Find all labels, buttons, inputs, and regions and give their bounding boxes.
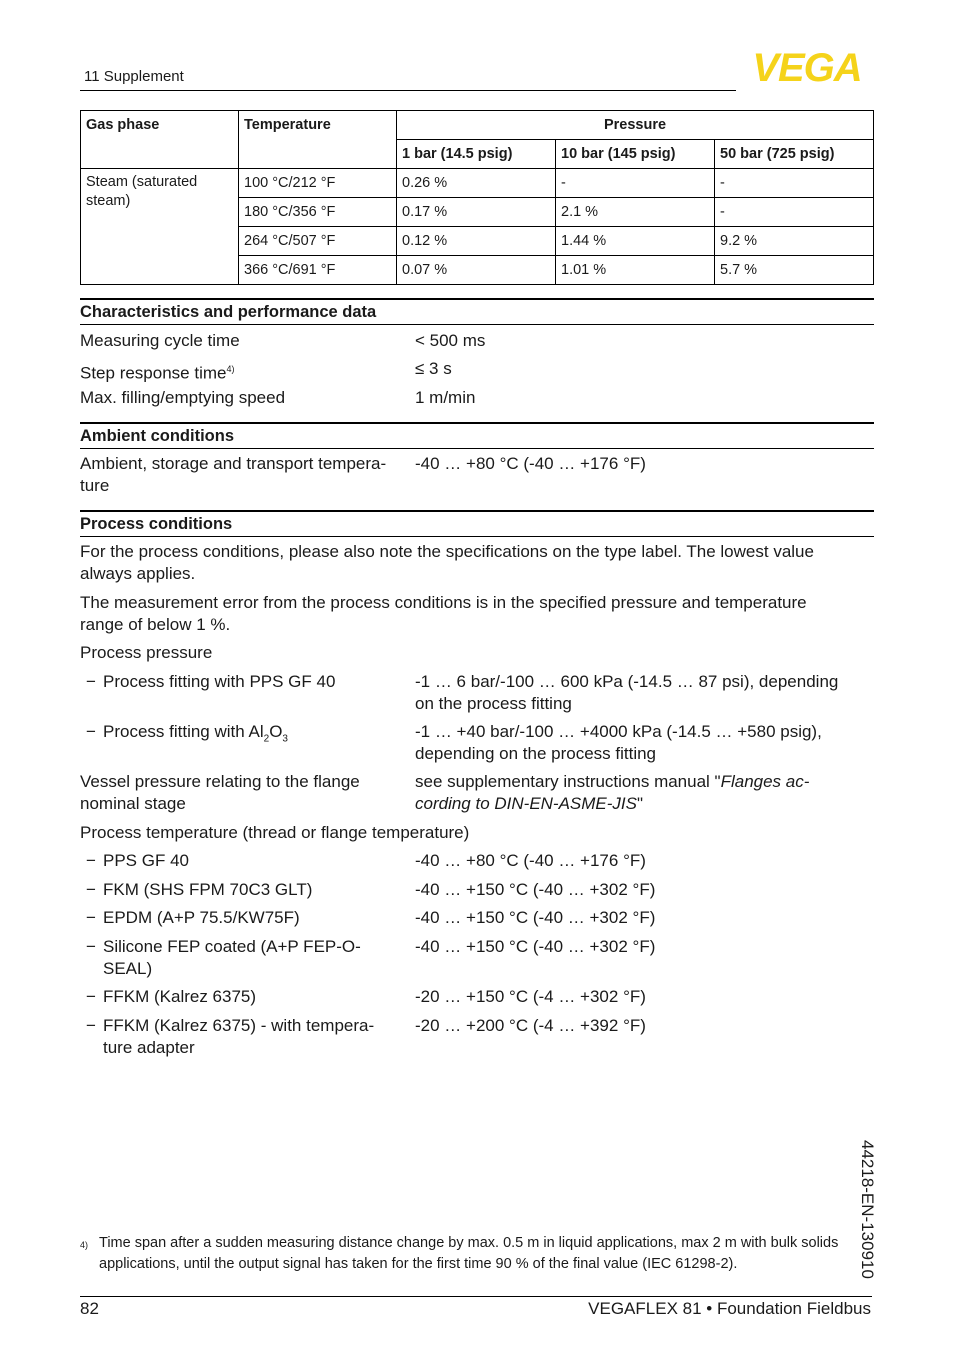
- para1-line1: For the process conditions, please also note the specifications on the type label. The lowest value: [80, 542, 814, 561]
- speed-label: Max. filling/emptying speed: [80, 388, 286, 407]
- p10-cell: 2.1 %: [556, 198, 715, 227]
- p50-cell: -: [715, 198, 874, 227]
- al-value-l1: -1 … +40 bar/-100 … +4000 kPa (-14.5 … +580 psig),: [415, 722, 822, 741]
- dash: −: [86, 672, 96, 691]
- temperature-heading: Process temperature (thread or flange temperature): [80, 823, 470, 842]
- temp-item-value: -40 … +80 °C (-40 … +176 °F): [415, 851, 646, 870]
- al-sub-3: 3: [282, 733, 288, 745]
- characteristics-heading: Characteristics and performance data: [80, 298, 874, 325]
- temp-item-text: FKM (SHS FPM 70C3 GLT): [103, 880, 313, 899]
- temp-item-label: [86, 1015, 423, 1059]
- temp-item-text: FFKM (Kalrez 6375) - with tempera-: [103, 1016, 375, 1035]
- p50-cell: 5.7 %: [715, 256, 874, 285]
- dash: −: [86, 908, 96, 927]
- p1-cell: 0.17 %: [397, 198, 556, 227]
- dash: −: [86, 1016, 96, 1035]
- vessel-value-pre: see supplementary instructions manual ": [415, 772, 721, 791]
- th-p1: 1 bar (14.5 psig): [397, 140, 556, 169]
- section-title: 11 Supplement: [84, 68, 184, 85]
- p1-cell: 0.26 %: [397, 169, 556, 198]
- temp-cell: 100 °C/212 °F: [239, 169, 397, 198]
- ambient-label-l2: ture: [80, 476, 110, 495]
- temp-item-label: [86, 850, 423, 872]
- para1-line2: always applies.: [80, 564, 196, 583]
- para2-line1: The measurement error from the process conditions is in the specified pressure and temperature: [80, 593, 807, 612]
- th-temperature: Temperature: [239, 111, 397, 169]
- dash: −: [86, 987, 96, 1006]
- temp-cell: 366 °C/691 °F: [239, 256, 397, 285]
- page-number: 82: [80, 1299, 99, 1318]
- ambient-value: -40 … +80 °C (-40 … +176 °F): [415, 454, 646, 473]
- cycle-value: < 500 ms: [415, 331, 486, 350]
- process-para-1: [80, 541, 880, 585]
- p1-cell: 0.07 %: [397, 256, 556, 285]
- dash: −: [86, 722, 96, 741]
- footnote-text: Time span after a sudden measuring distance change by max. 0.5 m in liquid applications, max 2 m with bulk solids applications, until the output signal has taken for the first time 90 % of the final value (IEC 61298-2).: [99, 1235, 839, 1272]
- step-value: ≤ 3 s: [415, 359, 452, 378]
- temp-item-value: -40 … +150 °C (-40 … +302 °F): [415, 937, 656, 956]
- gas-cell: Steam (saturated steam): [81, 169, 239, 285]
- ambient-heading: Ambient conditions: [80, 422, 874, 449]
- th-p50: 50 bar (725 psig): [715, 140, 874, 169]
- product-name: VEGAFLEX 81 • Foundation Fieldbus: [588, 1299, 871, 1318]
- step-label: [80, 358, 410, 385]
- vega-logo: [741, 48, 873, 84]
- temp-item-value: -40 … +150 °C (-40 … +302 °F): [415, 908, 656, 927]
- p50-cell: -: [715, 169, 874, 198]
- logo-text: VEGA: [752, 48, 862, 84]
- th-pressure: Pressure: [397, 111, 874, 140]
- para2-line2: range of below 1 %.: [80, 615, 231, 634]
- temp-item-text: PPS GF 40: [103, 851, 189, 870]
- footnote-ref: 4): [226, 364, 235, 374]
- temp-item-text: FFKM (Kalrez 6375): [103, 987, 257, 1006]
- al-o: O: [269, 722, 283, 741]
- pps-label-text: Process fitting with PPS GF 40: [103, 672, 336, 691]
- temp-item-label: [86, 879, 423, 901]
- vessel-label: [80, 771, 410, 815]
- vessel-value-italic-1: Flanges ac-: [720, 772, 810, 791]
- vessel-label-l1: Vessel pressure relating to the flange: [80, 772, 360, 791]
- p10-cell: -: [556, 169, 715, 198]
- vessel-value-post: ": [637, 794, 644, 813]
- temp-item-text-2: ture adapter: [103, 1038, 195, 1057]
- footnote-mark: 4): [80, 1240, 89, 1250]
- temp-item-value: -20 … +200 °C (-4 … +392 °F): [415, 1016, 646, 1035]
- th-gas-phase: Gas phase: [81, 111, 239, 169]
- temp-cell: 180 °C/356 °F: [239, 198, 397, 227]
- vessel-value-italic-2: cording to DIN-EN-ASME-JIS: [415, 794, 637, 813]
- pps-label: [86, 671, 423, 693]
- temp-item-label: [86, 986, 423, 1008]
- temp-item-text: Silicone FEP coated (A+P FEP-O-: [103, 937, 361, 956]
- th-p10: 10 bar (145 psig): [556, 140, 715, 169]
- vessel-label-l2: nominal stage: [80, 794, 186, 813]
- dash: −: [86, 937, 96, 956]
- speed-value: 1 m/min: [415, 388, 476, 407]
- vessel-value: [415, 771, 870, 815]
- p10-cell: 1.01 %: [556, 256, 715, 285]
- temp-item-value: -20 … +150 °C (-4 … +302 °F): [415, 987, 646, 1006]
- p1-cell: 0.12 %: [397, 227, 556, 256]
- al-label-text: Process fitting with Al: [103, 722, 264, 741]
- dash: −: [86, 851, 96, 870]
- document-id: 44218-EN-130910: [858, 1140, 877, 1279]
- temp-item-label: [86, 907, 423, 929]
- temp-item-text: EPDM (A+P 75.5/KW75F): [103, 908, 300, 927]
- al-sub-2: 2: [263, 733, 270, 745]
- table-row: [81, 169, 874, 198]
- ambient-label-l1: Ambient, storage and transport tempera-: [80, 454, 387, 473]
- p50-cell: 9.2 %: [715, 227, 874, 256]
- pressure-heading: Process pressure: [80, 643, 213, 662]
- temp-item-text-2: SEAL): [103, 959, 153, 978]
- step-label-text: Step response time: [80, 363, 227, 383]
- temp-item-value: -40 … +150 °C (-40 … +302 °F): [415, 880, 656, 899]
- al-label: [86, 721, 423, 750]
- al-value: [415, 721, 870, 765]
- cycle-label: Measuring cycle time: [80, 331, 240, 350]
- header-divider: [80, 90, 736, 91]
- footer-divider: [80, 1296, 872, 1297]
- p10-cell: 1.44 %: [556, 227, 715, 256]
- al-value-l2: depending on the process fitting: [415, 744, 657, 763]
- gas-phase-table: [80, 110, 874, 285]
- pps-value: [415, 671, 870, 715]
- ambient-label: [80, 453, 410, 497]
- process-heading: Process conditions: [80, 510, 874, 537]
- dash: −: [86, 880, 96, 899]
- process-para-2: [80, 592, 880, 636]
- pps-value-l2: on the process fitting: [415, 694, 572, 713]
- temp-cell: 264 °C/507 °F: [239, 227, 397, 256]
- pps-value-l1: -1 … 6 bar/-100 … 600 kPa (-14.5 … 87 psi), depending: [415, 672, 839, 691]
- temp-item-label: [86, 936, 423, 980]
